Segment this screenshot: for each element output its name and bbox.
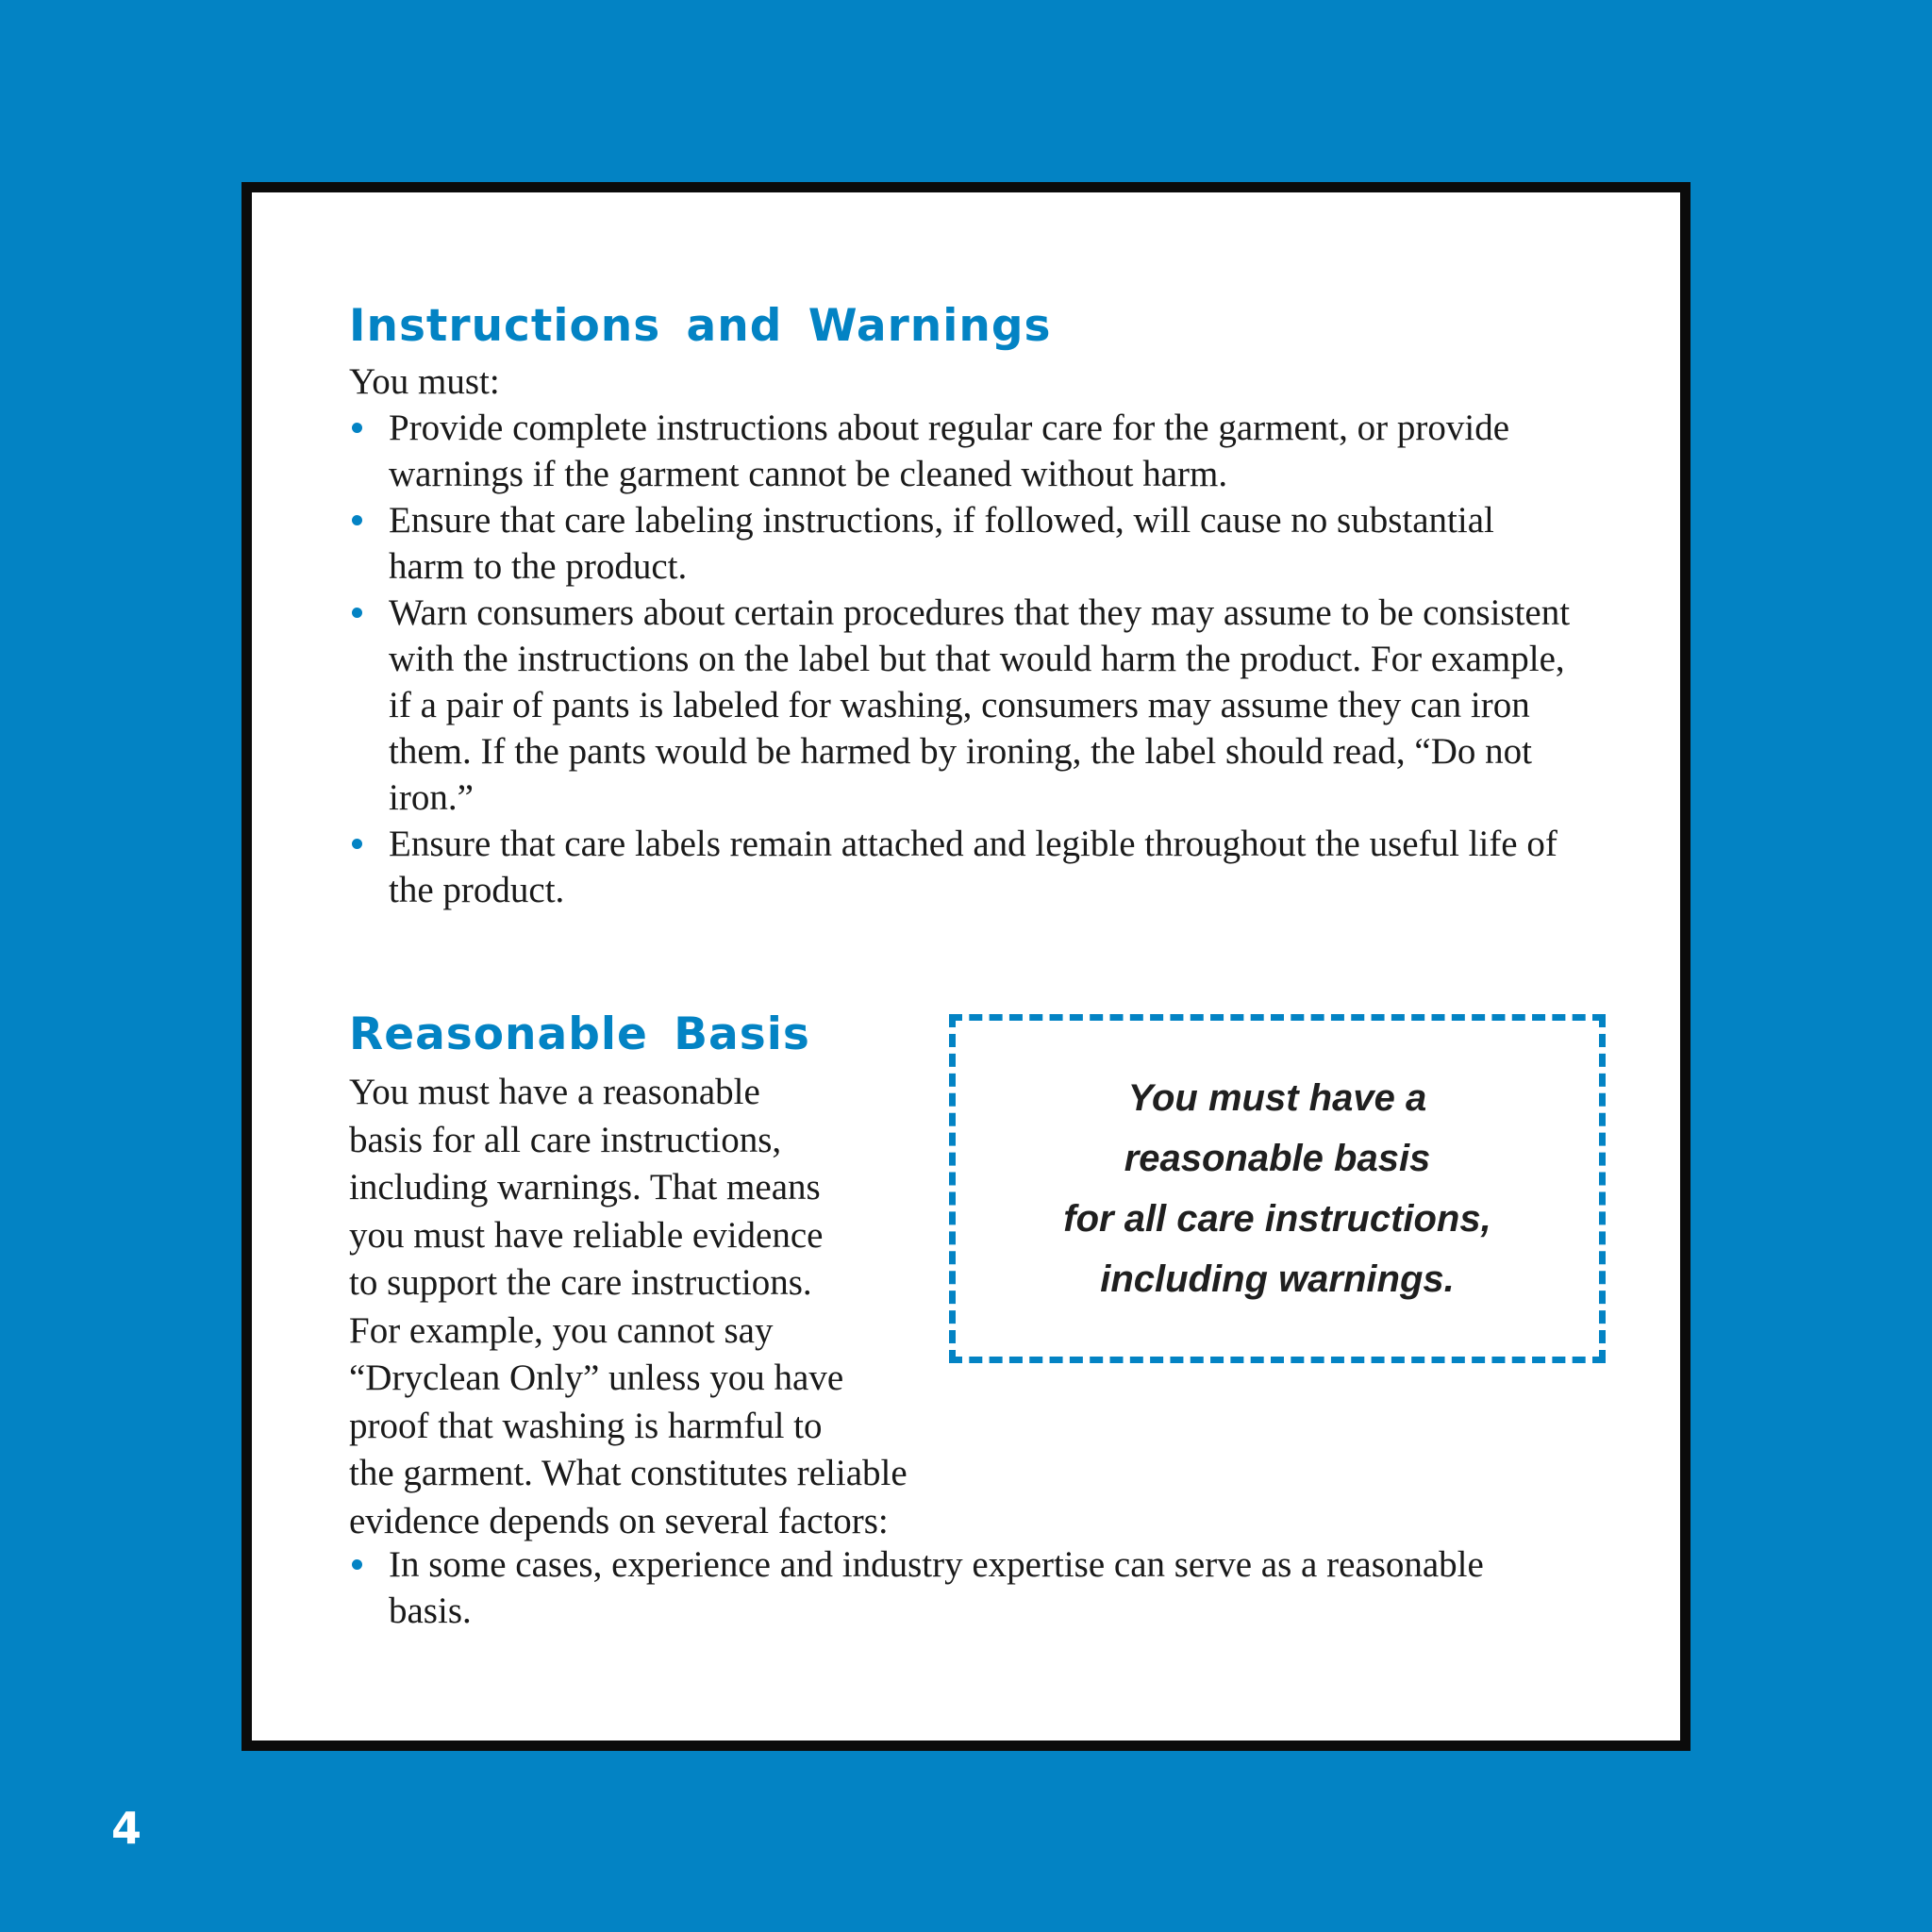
bullet-icon [352,608,362,618]
pull-quote-box [949,1014,1606,1363]
list-item-text: In some cases, experience and industry expertise can serve as a reasonable basis. [389,1544,1484,1631]
list-item-text: Provide complete instructions about regular care for the garment, or provide warnings if the garment cannot be cleaned without harm. [389,408,1510,494]
paragraph-line: you must have reliable evidence [349,1214,824,1256]
content-panel [242,182,1690,1751]
bullet-icon [352,515,362,525]
pull-quote-text [1063,1068,1491,1309]
instructions-bullet-list [349,405,1575,913]
pull-quote-line: reasonable basis [1124,1138,1431,1179]
paragraph-line: For example, you cannot say [349,1309,774,1351]
page-number: 4 [111,1803,142,1854]
paragraph-line: You must have a reasonable [349,1072,760,1112]
paragraph-line: to support the care instructions. [349,1262,812,1303]
paragraph-line: basis for all care instructions, [349,1119,782,1160]
paragraph-line: “Dryclean Only” unless you have [349,1357,844,1398]
list-item-text: Ensure that care labels remain attached and legible throughout the useful life of the product. [389,824,1557,910]
pull-quote-line: You must have a [1127,1077,1427,1119]
list-item [349,821,1575,913]
bullet-icon [352,839,362,849]
paragraph-line: evidence depends on several factors: [349,1500,889,1541]
reasonable-basis-bullet-list [349,1541,1575,1634]
list-item [349,405,1575,497]
bullet-icon [352,1559,362,1570]
list-item [349,590,1575,821]
list-item-text: Warn consumers about certain procedures that they may assume to be consistent with the instructions on the label but that would harm the product. For example, if a pair of pants is labeled for washing, consumers may assume they can iron them. If the pants would be harmed by ironing, the label should read, “Do not iron.” [389,592,1571,818]
paragraph-line: including warnings. That means [349,1167,821,1208]
section-heading-instructions-warnings: Instructions and Warnings [349,300,1052,352]
list-item [349,1541,1575,1634]
reasonable-basis-paragraph [349,1069,953,1545]
pull-quote-line: including warnings. [1100,1258,1455,1300]
paragraph-line: proof that washing is harmful to [349,1405,823,1446]
paragraph-line: the garment. What constitutes reliable [349,1453,908,1493]
bullet-icon [352,423,362,433]
intro-text: You must: [349,361,500,402]
section-heading-reasonable-basis: Reasonable Basis [349,1008,810,1060]
pull-quote-line: for all care instructions, [1063,1198,1491,1240]
list-item [349,497,1575,590]
list-item-text: Ensure that care labeling instructions, if followed, will cause no substantial harm to the product. [389,500,1494,587]
